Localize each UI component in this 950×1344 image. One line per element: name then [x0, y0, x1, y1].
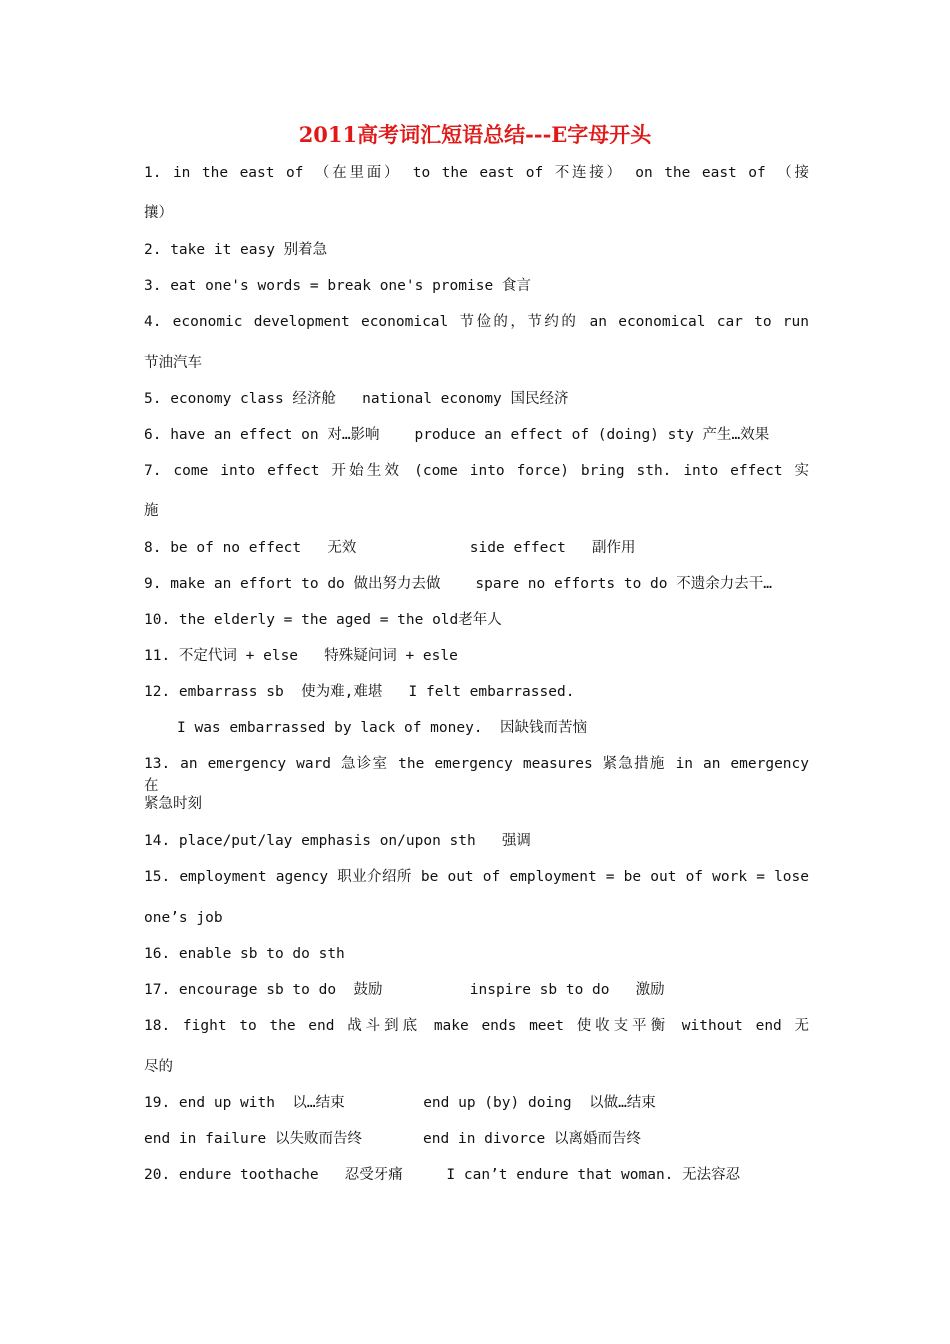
entry-1-line-1: 1. in the east of （在里面） to the east of 不连接） on the east of （接 — [144, 165, 809, 181]
entry-19-line-1: 19. end up with 以…结束 end up (by) doing 以做…结束 — [144, 1095, 656, 1111]
entry-19-line-2: end in failure 以失败而告终 end in divorce 以离婚而告终 — [144, 1131, 641, 1147]
entry-1-line-2: 攘） — [144, 205, 173, 221]
entry-7-line-1: 7. come into effect 开始生效 (come into force) bring sth. into effect 实 — [144, 463, 809, 479]
entry-9: 9. make an effort to do 做出努力去做 spare no efforts to do 不遗余力去干… — [144, 576, 772, 592]
entry-14: 14. place/put/lay emphasis on/upon sth 强调 — [144, 833, 531, 849]
entry-10: 10. the elderly = the aged = the old老年人 — [144, 612, 502, 628]
entry-13-line-1: 13. an emergency ward 急诊室 the emergency measures 紧急措施 in an emergency 在 — [144, 756, 809, 794]
entry-15-line-2: one’s job — [144, 910, 223, 926]
entry-12-line-2: I was embarrassed by lack of money. 因缺钱而苦恼 — [177, 720, 587, 736]
entry-6: 6. have an effect on 对…影响 produce an effect of (doing) sty 产生…效果 — [144, 427, 770, 443]
entry-4-line-1: 4. economic development economical 节俭的，节约的 an economical car to run — [144, 314, 809, 330]
entry-5: 5. economy class 经济舱 national economy 国民经济 — [144, 391, 569, 407]
entry-7-line-2: 施 — [144, 503, 159, 519]
page-title: 2011高考词汇短语总结---E字母开头 — [298, 122, 652, 147]
entry-17: 17. encourage sb to do 鼓励 inspire sb to do 激励 — [144, 982, 665, 998]
entry-18-line-2: 尽的 — [144, 1059, 173, 1075]
entry-2: 2. take it easy 别着急 — [144, 242, 328, 258]
entry-11: 11. 不定代词 + else 特殊疑问词 + esle — [144, 648, 458, 664]
entry-8: 8. be of no effect 无效 side effect 副作用 — [144, 540, 636, 556]
entry-16: 16. enable sb to do sth — [144, 946, 345, 962]
entry-4-line-2: 节油汽车 — [144, 355, 202, 371]
entry-12-line-1: 12. embarrass sb 使为难,难堪 I felt embarrassed. — [144, 684, 575, 700]
entry-3: 3. eat one's words = break one's promise 食言 — [144, 278, 531, 294]
entry-20: 20. endure toothache 忍受牙痛 I can’t endure that woman. 无法容忍 — [144, 1167, 741, 1183]
entry-13-line-2: 紧急时刻 — [144, 796, 202, 812]
entry-15-line-1: 15. employment agency 职业介绍所 be out of employment = be out of work = lose — [144, 869, 809, 885]
entry-18-line-1: 18. fight to the end 战斗到底 make ends meet 使收支平衡 without end 无 — [144, 1018, 809, 1034]
